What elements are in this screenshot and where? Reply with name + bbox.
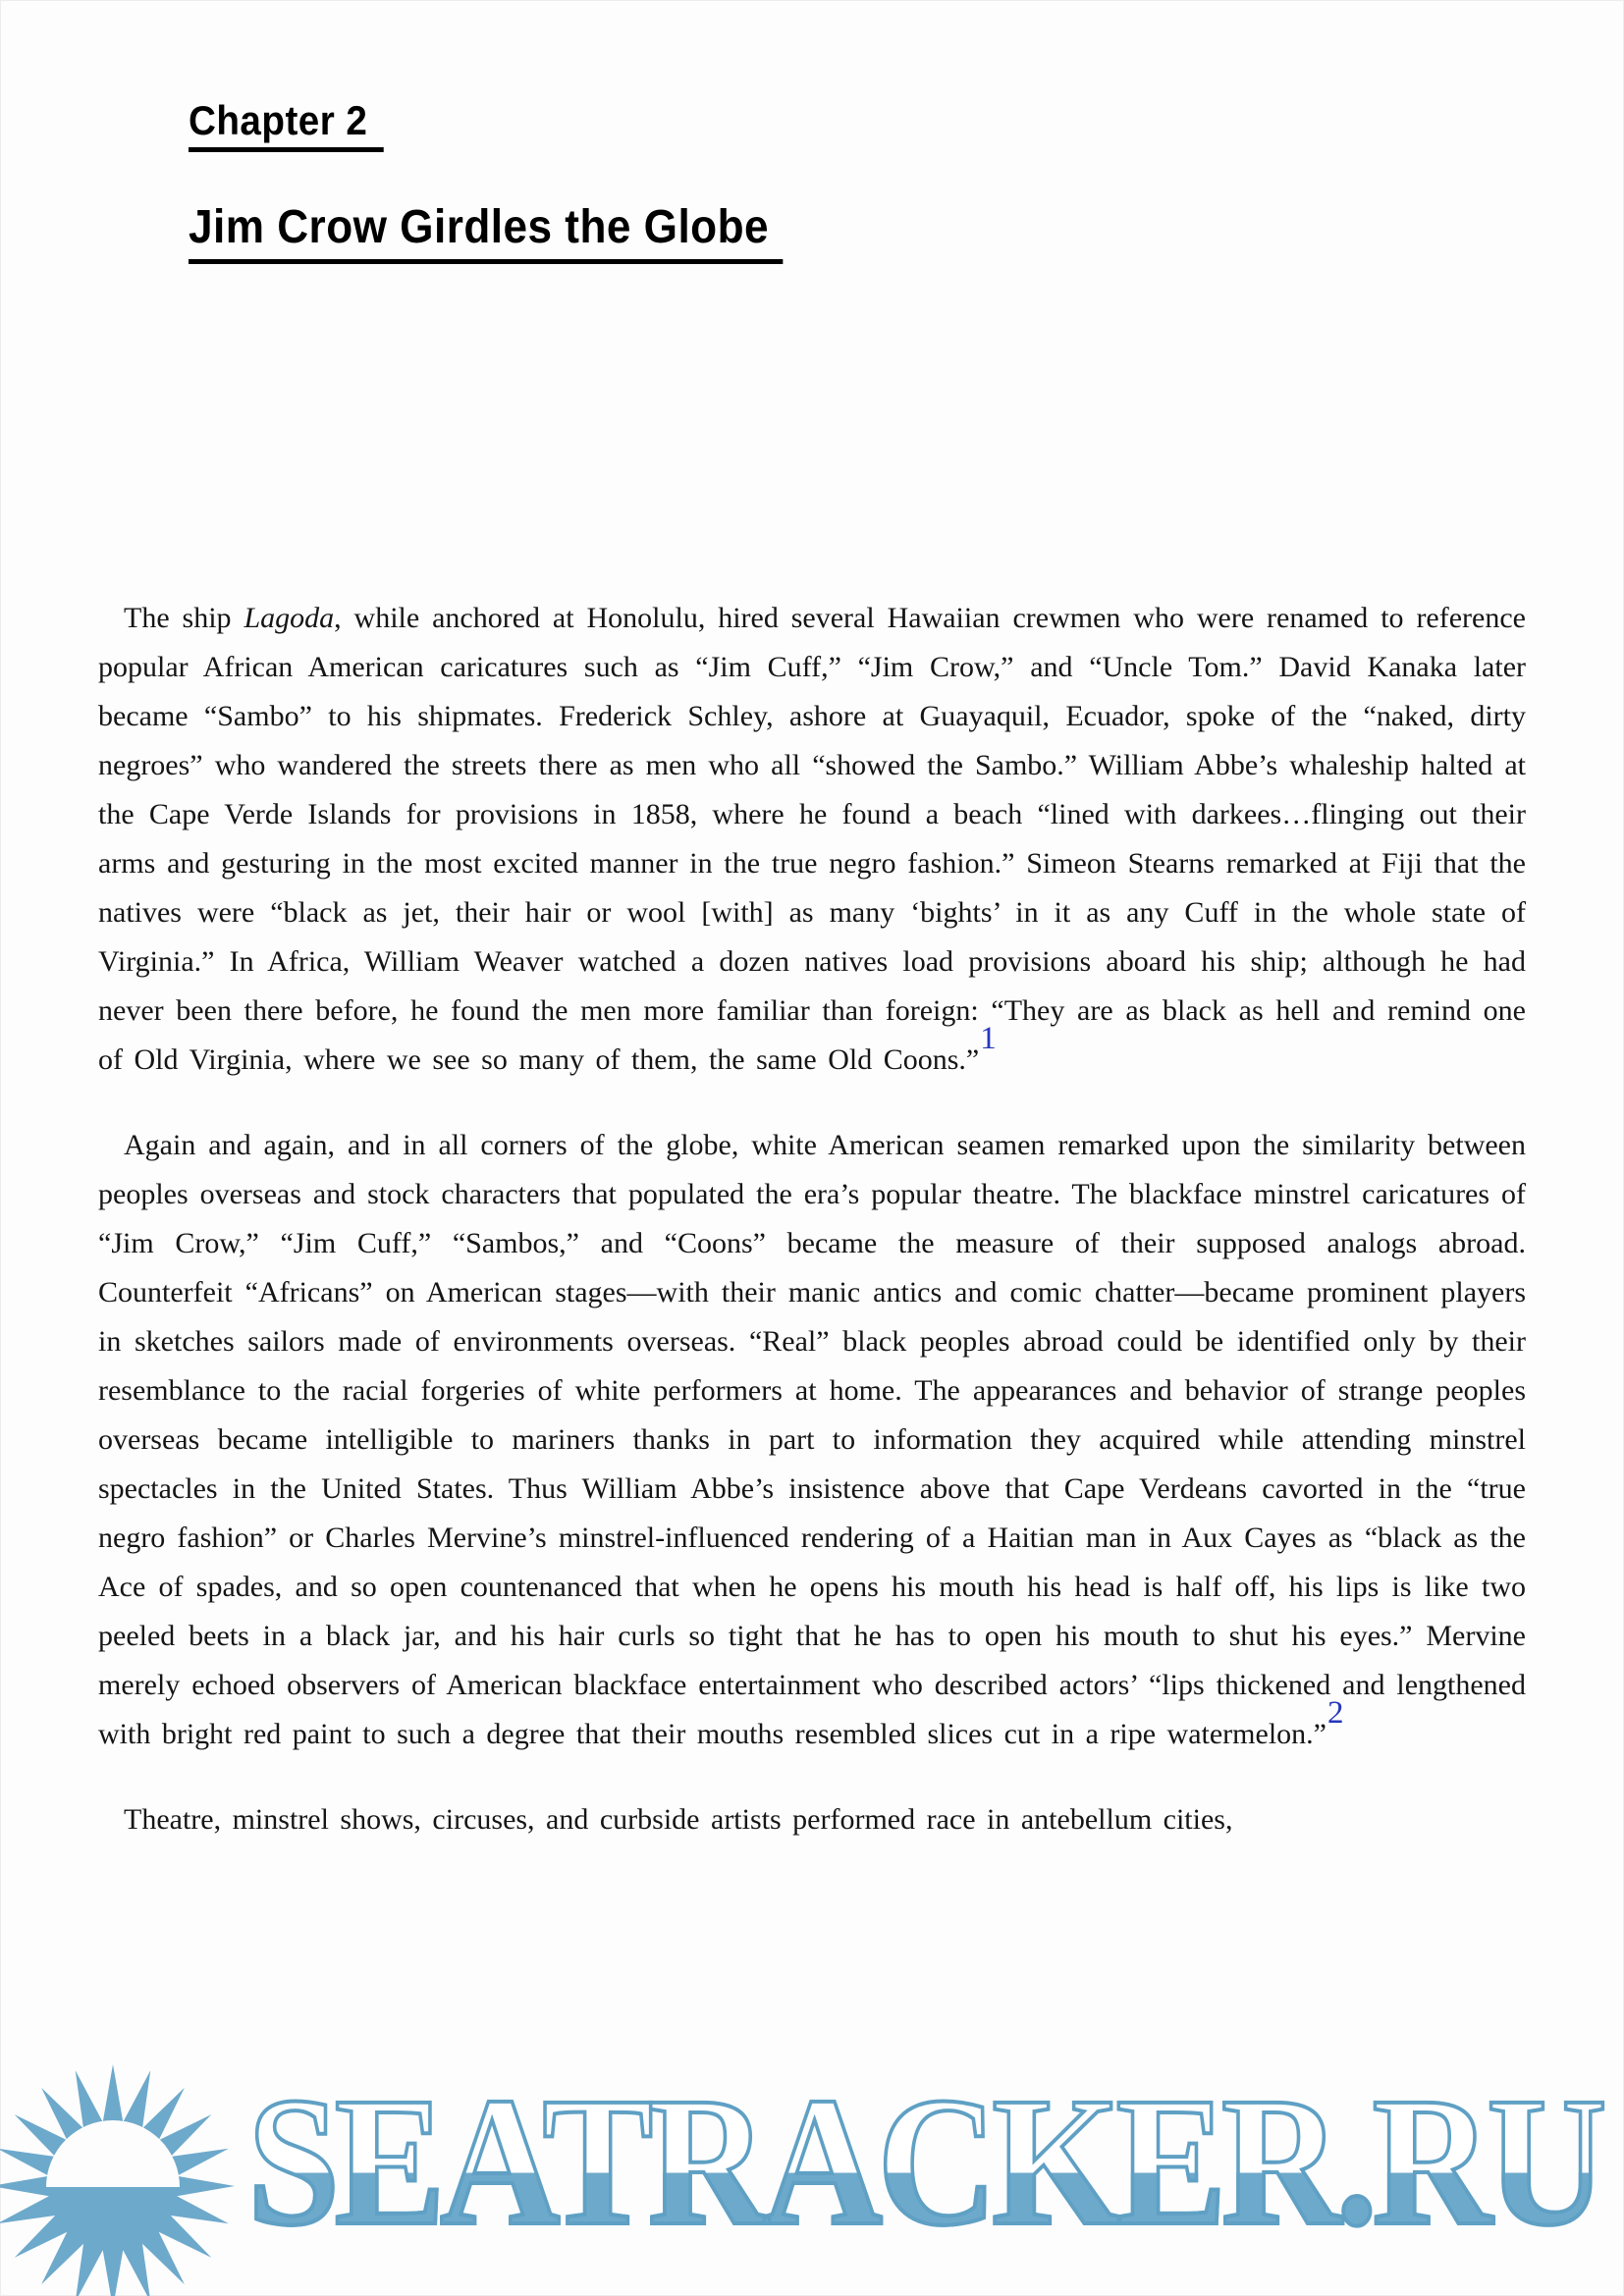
paragraph-1-text-pre: The ship (124, 602, 244, 634)
paragraph-1 (98, 594, 1526, 1085)
sun-dome (46, 2120, 180, 2187)
paragraph-2-text: Again and again, and in all corners of the globe, white American seamen remarked upon the similarity between peoples overseas and stock characters that populated the era’s popular theatre. The blackface minstrel caricatures of “Jim Crow,” “Jim Cuff,” “Sambos,” and “Coons” became the measure of their supposed analogs abroad. Counterfeit “Africans” on American stages—with their manic antics and comic chatter—became prominent players in sketches sailors made of environments overseas. “Real” black peoples abroad could be identified only by their resemblance to the racial forgeries of white performers at home. The appearances and behavior of strange peoples overseas became intelligible to mariners thanks in part to information they acquired while attending minstrel spectacles in the United States. Thus William Abbe’s insistence above that Cape Verdeans cavorted in the “true negro fashion” or Charles Mervine’s minstrel-influenced rendering of a Haitian man in Aux Cayes as “black as the Ace of spades, and so open countenanced that when he opens his mouth his head is half off, his lips is like two peeled beets in a black jar, and his hair curls so tight that he has to open his mouth to shut his eyes.” Mervine merely echoed observers of American blackface entertainment who described actors’ “lips thickened and lengthened with bright red paint to such a degree that their mouths resembled slices cut in a ripe watermelon.” (98, 1129, 1526, 1750)
footnote-ref-1[interactable]: 1 (980, 1021, 997, 1056)
paragraph-3 (98, 1795, 1526, 1844)
paragraph-3-text: Theatre, minstrel shows, circuses, and curbside artists performed race in antebellum cities, (124, 1803, 1233, 1836)
ship-name-italic: Lagoda (244, 602, 335, 634)
footnote-ref-2[interactable]: 2 (1326, 1695, 1344, 1731)
page-body (98, 594, 1526, 1844)
watermark-text: SEATRACKER.RU (247, 2058, 1602, 2264)
sun-burst-icon (0, 2058, 241, 2296)
paragraph-1-text: , while anchored at Honolulu, hired several Hawaiian crewmen who were renamed to reference popular African American caricatures such as “Jim Cuff,” “Jim Crow,” and “Uncle Tom.” David Kanaka later became “Sambo” to his shipmates. Frederick Schley, ashore at Guayaquil, Ecuador, spoke of the “naked, dirty negroes” who wandered the streets there as men who all “showed the Sambo.” William Abbe’s whaleship halted at the Cape Verde Islands for provisions in 1858, where he found a beach “lined with darkees…flinging out their arms and gesturing in the most excited manner in the true negro fashion.” Simeon Stearns remarked at Fiji that the natives were “black as jet, their hair or wool [with] as many ‘bights’ in it as any Cuff in the whole state of Virginia.” In Africa, William Weaver watched a dozen natives load provisions aboard his ship; although he had never been there before, he found the men more familiar than foreign: “They are as black as hell and remind one of Old Virginia, where we see so many of them, the same Old Coons.” (98, 602, 1526, 1076)
chapter-label: Chapter 2 (189, 98, 384, 152)
chapter-title: Jim Crow Girdles the Globe (189, 202, 784, 264)
paragraph-2 (98, 1121, 1526, 1759)
